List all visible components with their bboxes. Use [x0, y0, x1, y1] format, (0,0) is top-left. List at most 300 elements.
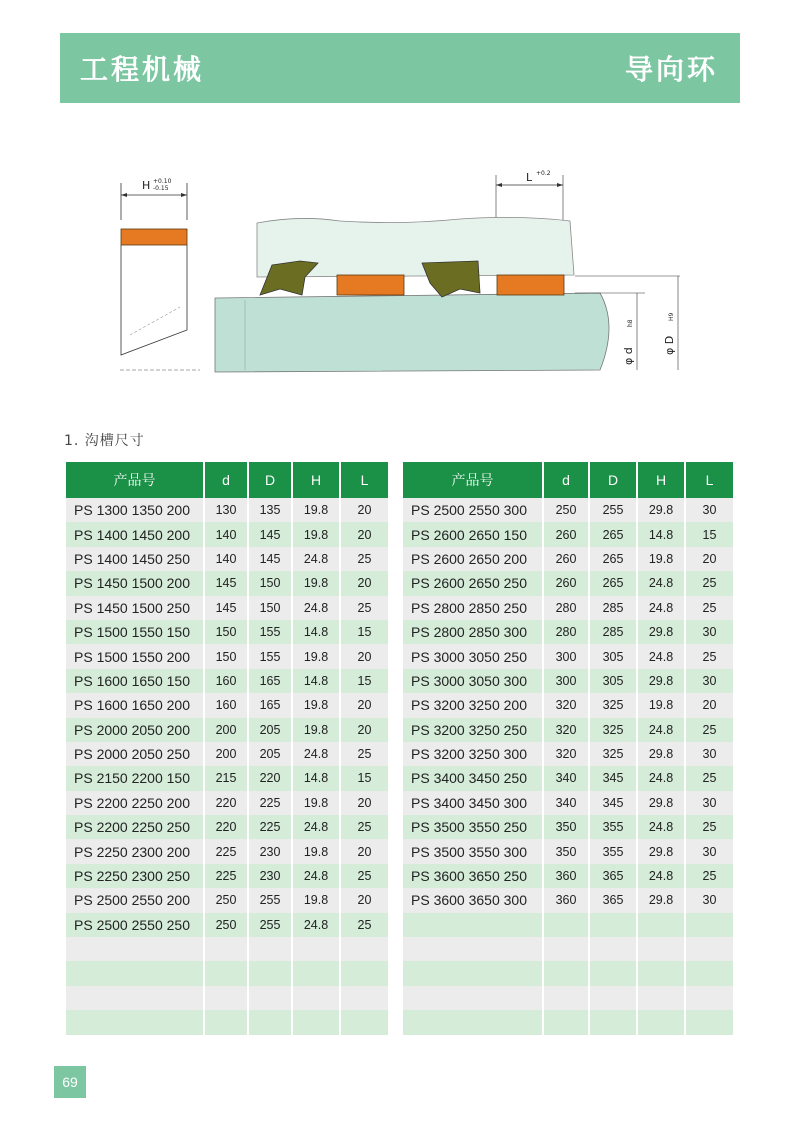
cell-L: 15 — [340, 620, 388, 644]
cell-product: PS 2800 2850 300 — [403, 620, 543, 644]
cell-H: 24.8 — [292, 547, 340, 571]
cell-product: PS 3200 3250 300 — [403, 742, 543, 766]
cell-L: 25 — [340, 547, 388, 571]
cell-L: 25 — [685, 766, 733, 790]
cell-d: 225 — [204, 839, 248, 863]
header-D: D — [248, 462, 292, 498]
cell-D: 345 — [589, 791, 637, 815]
cell-product — [403, 1010, 543, 1034]
header-H: H — [292, 462, 340, 498]
cell-product: PS 2200 2250 200 — [66, 791, 204, 815]
cell-D: 325 — [589, 693, 637, 717]
cell-d: 320 — [543, 693, 589, 717]
cell-H — [637, 961, 685, 985]
cell-L: 30 — [685, 839, 733, 863]
seal-right — [422, 261, 480, 297]
table-body — [66, 498, 388, 1035]
cell-L: 25 — [340, 815, 388, 839]
cell-d — [543, 961, 589, 985]
cell-d: 200 — [204, 718, 248, 742]
cell-d: 320 — [543, 742, 589, 766]
l-label: L — [526, 171, 533, 184]
cell-H: 24.8 — [637, 718, 685, 742]
table-row — [66, 498, 388, 522]
cell-L: 30 — [685, 620, 733, 644]
table-row — [403, 498, 733, 522]
cell-D: 305 — [589, 669, 637, 693]
table-row — [403, 571, 733, 595]
cell-product: PS 1400 1450 200 — [66, 522, 204, 546]
cell-product: PS 3500 3550 300 — [403, 839, 543, 863]
cell-D: 230 — [248, 839, 292, 863]
cell-product: PS 3000 3050 250 — [403, 644, 543, 668]
cell-product: PS 3400 3450 250 — [403, 766, 543, 790]
cell-L — [685, 913, 733, 937]
cell-H: 19.8 — [292, 888, 340, 912]
table-row — [66, 961, 388, 985]
cell-d — [543, 1010, 589, 1034]
cell-d — [204, 937, 248, 961]
cell-d: 160 — [204, 669, 248, 693]
cell-d: 145 — [204, 571, 248, 595]
header-L: L — [685, 462, 733, 498]
cell-D: 255 — [248, 913, 292, 937]
cell-product: PS 3600 3650 300 — [403, 888, 543, 912]
table-header-row — [403, 462, 733, 498]
cell-H: 24.8 — [292, 815, 340, 839]
cell-D: 230 — [248, 864, 292, 888]
table-row — [403, 669, 733, 693]
table-row — [66, 522, 388, 546]
cell-L: 20 — [340, 644, 388, 668]
cell-L: 20 — [340, 791, 388, 815]
cell-d — [543, 937, 589, 961]
cell-d: 250 — [204, 888, 248, 912]
cell-L: 30 — [685, 498, 733, 522]
guide-ring-right — [497, 275, 564, 295]
table-row — [403, 522, 733, 546]
cell-D: 305 — [589, 644, 637, 668]
h-arrow-left — [121, 193, 127, 197]
cell-L — [340, 1010, 388, 1034]
table-row — [66, 547, 388, 571]
cell-D: 225 — [248, 815, 292, 839]
table-row — [66, 718, 388, 742]
cell-d: 260 — [543, 571, 589, 595]
cell-D: 150 — [248, 596, 292, 620]
cell-H: 29.8 — [637, 791, 685, 815]
cell-D: 345 — [589, 766, 637, 790]
cell-H: 19.8 — [292, 791, 340, 815]
cell-L — [685, 937, 733, 961]
cell-product: PS 2800 2850 250 — [403, 596, 543, 620]
cell-product: PS 1450 1500 250 — [66, 596, 204, 620]
table-row — [66, 913, 388, 937]
cell-D: 155 — [248, 644, 292, 668]
h-tol-upper: +0.10 — [153, 178, 172, 185]
cell-product — [403, 937, 543, 961]
cell-d: 250 — [543, 498, 589, 522]
cell-D: 165 — [248, 693, 292, 717]
cell-L: 20 — [685, 693, 733, 717]
cell-L: 20 — [340, 839, 388, 863]
l-arrow-right — [557, 183, 563, 187]
cell-H: 24.8 — [637, 571, 685, 595]
cell-L: 25 — [340, 596, 388, 620]
section-title: 1. 沟槽尺寸 — [64, 433, 145, 449]
cell-d: 140 — [204, 522, 248, 546]
cell-L — [685, 1010, 733, 1034]
cell-d — [543, 986, 589, 1010]
cell-L: 25 — [340, 913, 388, 937]
cell-D — [589, 1010, 637, 1034]
cell-D — [248, 986, 292, 1010]
cell-L: 25 — [340, 864, 388, 888]
housing-outline — [121, 245, 187, 355]
cell-H: 14.8 — [292, 669, 340, 693]
cell-L — [340, 986, 388, 1010]
cell-product: PS 3000 3050 300 — [403, 669, 543, 693]
cell-L: 20 — [340, 693, 388, 717]
D-label: φ D — [663, 335, 676, 355]
table-row — [66, 864, 388, 888]
cell-d: 300 — [543, 669, 589, 693]
cell-product: PS 3200 3250 250 — [403, 718, 543, 742]
cell-L — [340, 961, 388, 985]
cell-product: PS 2500 2550 300 — [403, 498, 543, 522]
cell-product — [66, 937, 204, 961]
table-row — [403, 596, 733, 620]
cell-product: PS 2150 2200 150 — [66, 766, 204, 790]
table-row — [66, 1010, 388, 1034]
cell-d: 340 — [543, 791, 589, 815]
table-row — [66, 596, 388, 620]
hidden-line — [130, 307, 180, 335]
cell-d: 350 — [543, 815, 589, 839]
cell-H — [637, 986, 685, 1010]
cell-L: 20 — [340, 718, 388, 742]
cell-L: 20 — [340, 571, 388, 595]
groove-diagram — [100, 165, 720, 385]
cell-d: 220 — [204, 791, 248, 815]
cell-L: 30 — [685, 669, 733, 693]
table-row — [403, 986, 733, 1010]
cell-L: 20 — [340, 888, 388, 912]
cell-H — [292, 1010, 340, 1034]
cell-D: 225 — [248, 791, 292, 815]
cell-D: 150 — [248, 571, 292, 595]
cell-product: PS 3600 3650 250 — [403, 864, 543, 888]
cell-D: 265 — [589, 547, 637, 571]
cell-H: 24.8 — [637, 766, 685, 790]
cell-product: PS 1500 1550 150 — [66, 620, 204, 644]
header-d: d — [543, 462, 589, 498]
cell-d — [204, 961, 248, 985]
cell-D: 355 — [589, 815, 637, 839]
l-tol: +0.2 — [536, 170, 551, 177]
cell-H: 24.8 — [292, 913, 340, 937]
cell-d: 320 — [543, 718, 589, 742]
cell-d: 260 — [543, 522, 589, 546]
cell-H: 19.8 — [292, 718, 340, 742]
d-label: φ d — [622, 347, 635, 365]
cell-H: 24.8 — [292, 864, 340, 888]
cell-product — [403, 961, 543, 985]
h-arrow-right — [181, 193, 187, 197]
table-row — [66, 791, 388, 815]
table-row — [403, 913, 733, 937]
cell-H: 19.8 — [292, 839, 340, 863]
cell-product: PS 3200 3250 200 — [403, 693, 543, 717]
cell-D: 205 — [248, 742, 292, 766]
cell-L: 25 — [685, 718, 733, 742]
cell-H: 19.8 — [292, 498, 340, 522]
cell-D — [589, 913, 637, 937]
table-header-row — [66, 462, 388, 498]
cell-H — [292, 986, 340, 1010]
header-product: 产品号 — [403, 462, 543, 498]
cell-product: PS 1450 1500 200 — [66, 571, 204, 595]
cell-H: 24.8 — [637, 596, 685, 620]
cell-D: 325 — [589, 742, 637, 766]
table-row — [403, 766, 733, 790]
cell-D: 285 — [589, 620, 637, 644]
cell-D: 365 — [589, 888, 637, 912]
cell-D — [589, 986, 637, 1010]
cell-product: PS 2600 2650 250 — [403, 571, 543, 595]
cell-d: 250 — [204, 913, 248, 937]
table-row — [66, 888, 388, 912]
cell-d — [204, 1010, 248, 1034]
ring-section — [121, 229, 187, 245]
cell-d: 130 — [204, 498, 248, 522]
cell-d — [543, 913, 589, 937]
cell-L: 20 — [685, 547, 733, 571]
cell-H: 19.8 — [292, 644, 340, 668]
cell-L: 30 — [685, 791, 733, 815]
cell-L: 20 — [340, 498, 388, 522]
header-d: d — [204, 462, 248, 498]
cell-L: 25 — [685, 596, 733, 620]
cell-D — [589, 937, 637, 961]
table-row — [403, 864, 733, 888]
cell-d: 280 — [543, 620, 589, 644]
cell-L: 25 — [685, 864, 733, 888]
cell-H: 14.8 — [637, 522, 685, 546]
header-right-title: 导向环 — [624, 53, 718, 86]
h-tol-lower: -0.15 — [153, 185, 169, 192]
cell-product: PS 2500 2550 250 — [66, 913, 204, 937]
cell-H: 19.8 — [292, 522, 340, 546]
cell-D: 165 — [248, 669, 292, 693]
table-row — [403, 620, 733, 644]
cell-D: 325 — [589, 718, 637, 742]
cell-H — [637, 1010, 685, 1034]
cell-product: PS 2500 2550 200 — [66, 888, 204, 912]
cell-product: PS 1500 1550 200 — [66, 644, 204, 668]
spec-table-left — [66, 462, 388, 1035]
cell-d: 160 — [204, 693, 248, 717]
cell-H: 29.8 — [637, 498, 685, 522]
cell-L: 25 — [685, 644, 733, 668]
h-label: H — [142, 179, 151, 192]
cell-H: 29.8 — [637, 742, 685, 766]
cell-H: 24.8 — [292, 742, 340, 766]
l-arrow-left — [496, 183, 502, 187]
cell-D — [248, 937, 292, 961]
cell-product — [66, 1010, 204, 1034]
cell-product — [66, 986, 204, 1010]
cell-D: 255 — [248, 888, 292, 912]
header-product: 产品号 — [66, 462, 204, 498]
cell-L: 30 — [685, 742, 733, 766]
table-row — [403, 888, 733, 912]
cell-H: 29.8 — [637, 669, 685, 693]
cell-d: 280 — [543, 596, 589, 620]
cell-H: 24.8 — [637, 864, 685, 888]
cell-D — [589, 961, 637, 985]
cell-H: 19.8 — [637, 693, 685, 717]
header-bar — [60, 33, 740, 103]
cell-H: 19.8 — [637, 547, 685, 571]
cell-d: 215 — [204, 766, 248, 790]
cell-product: PS 1600 1650 150 — [66, 669, 204, 693]
table-row — [403, 1010, 733, 1034]
table-row — [403, 937, 733, 961]
cell-D: 135 — [248, 498, 292, 522]
cell-d: 140 — [204, 547, 248, 571]
guide-ring-left — [337, 275, 404, 295]
table-row — [403, 791, 733, 815]
cell-H: 19.8 — [292, 693, 340, 717]
cell-product — [403, 913, 543, 937]
D-fit: H9 — [668, 312, 675, 321]
cell-H: 24.8 — [637, 644, 685, 668]
cell-d: 150 — [204, 644, 248, 668]
cell-D — [248, 1010, 292, 1034]
table-row — [66, 839, 388, 863]
cell-product: PS 2600 2650 150 — [403, 522, 543, 546]
table-row — [403, 644, 733, 668]
table-row — [403, 742, 733, 766]
table-row — [66, 937, 388, 961]
table-row — [66, 669, 388, 693]
cell-H: 19.8 — [292, 571, 340, 595]
cell-product: PS 3400 3450 300 — [403, 791, 543, 815]
cell-product: PS 2200 2250 250 — [66, 815, 204, 839]
cell-D: 285 — [589, 596, 637, 620]
cell-D: 155 — [248, 620, 292, 644]
cell-product — [66, 961, 204, 985]
cell-product — [403, 986, 543, 1010]
cell-d: 260 — [543, 547, 589, 571]
page-number: 69 — [54, 1066, 86, 1098]
cell-D: 205 — [248, 718, 292, 742]
cell-product: PS 1400 1450 250 — [66, 547, 204, 571]
cell-L: 15 — [340, 766, 388, 790]
header-left-title: 工程机械 — [80, 53, 205, 86]
cell-d: 340 — [543, 766, 589, 790]
table-row — [66, 571, 388, 595]
cell-product: PS 2250 2300 200 — [66, 839, 204, 863]
cell-d: 300 — [543, 644, 589, 668]
table-row — [403, 693, 733, 717]
table-row — [66, 620, 388, 644]
cell-D: 365 — [589, 864, 637, 888]
cell-L: 15 — [340, 669, 388, 693]
cell-H: 29.8 — [637, 620, 685, 644]
table-row — [66, 815, 388, 839]
cell-H: 24.8 — [637, 815, 685, 839]
cell-d: 360 — [543, 888, 589, 912]
cell-L: 15 — [685, 522, 733, 546]
d-fit: h8 — [627, 319, 634, 327]
table-row — [66, 986, 388, 1010]
cell-product: PS 2600 2650 200 — [403, 547, 543, 571]
table-row — [66, 644, 388, 668]
cell-L: 25 — [685, 571, 733, 595]
cell-H — [637, 913, 685, 937]
cell-L: 20 — [340, 522, 388, 546]
cell-d: 200 — [204, 742, 248, 766]
table-row — [403, 718, 733, 742]
cell-H: 14.8 — [292, 620, 340, 644]
cell-L: 30 — [685, 888, 733, 912]
cell-d: 350 — [543, 839, 589, 863]
cell-D: 145 — [248, 522, 292, 546]
cell-d: 145 — [204, 596, 248, 620]
cell-d: 150 — [204, 620, 248, 644]
header-H: H — [637, 462, 685, 498]
table-row — [66, 742, 388, 766]
cell-d: 225 — [204, 864, 248, 888]
cell-d: 220 — [204, 815, 248, 839]
header-D: D — [589, 462, 637, 498]
table-row — [403, 839, 733, 863]
cell-L — [340, 937, 388, 961]
table-row — [403, 961, 733, 985]
cell-H: 29.8 — [637, 888, 685, 912]
cell-d — [204, 986, 248, 1010]
cell-H — [292, 961, 340, 985]
table-row — [403, 815, 733, 839]
cell-D: 145 — [248, 547, 292, 571]
cell-H: 29.8 — [637, 839, 685, 863]
cell-L — [685, 961, 733, 985]
cell-L: 25 — [685, 815, 733, 839]
cell-product: PS 2000 2050 250 — [66, 742, 204, 766]
cell-H — [637, 937, 685, 961]
cell-H — [292, 937, 340, 961]
cell-d: 360 — [543, 864, 589, 888]
cell-product: PS 2250 2300 250 — [66, 864, 204, 888]
cell-product: PS 2000 2050 200 — [66, 718, 204, 742]
cell-H: 24.8 — [292, 596, 340, 620]
cell-D — [248, 961, 292, 985]
cell-L: 25 — [340, 742, 388, 766]
cell-D: 220 — [248, 766, 292, 790]
cell-D: 355 — [589, 839, 637, 863]
rod — [215, 293, 609, 372]
table-body — [403, 498, 733, 1035]
cell-D: 255 — [589, 498, 637, 522]
spec-table-right — [403, 462, 733, 1035]
table-row — [66, 693, 388, 717]
cell-product: PS 1300 1350 200 — [66, 498, 204, 522]
table-row — [66, 766, 388, 790]
cell-product: PS 1600 1650 200 — [66, 693, 204, 717]
table-row — [403, 547, 733, 571]
